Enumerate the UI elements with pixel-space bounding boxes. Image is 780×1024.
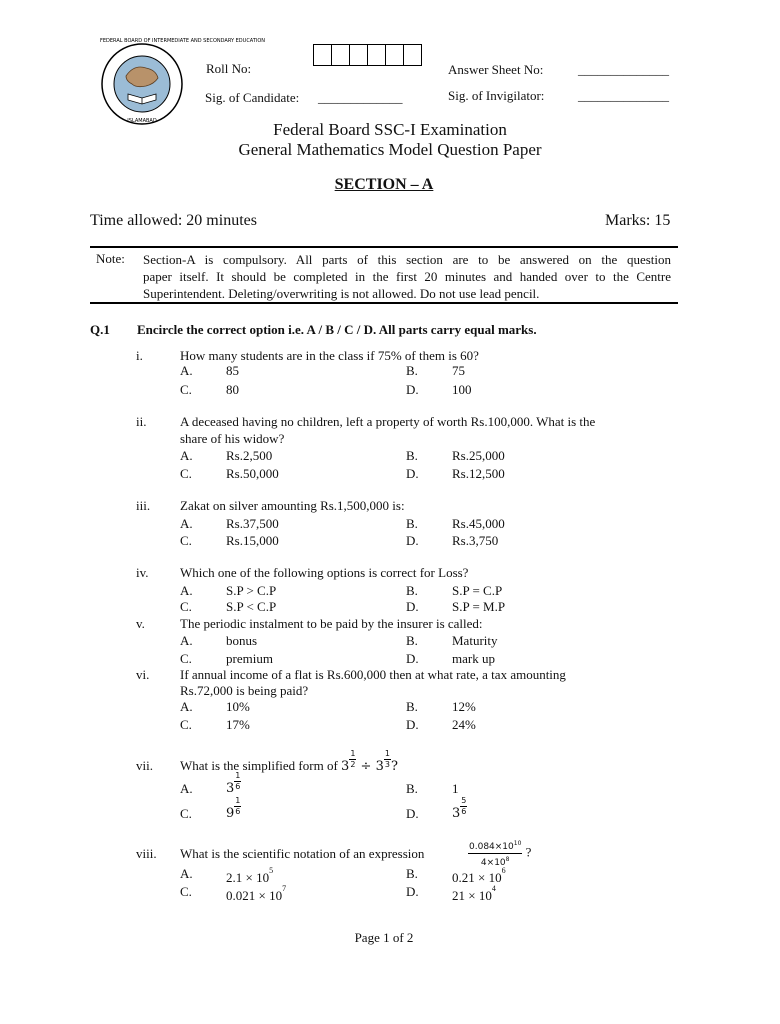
option-label[interactable]: B.	[406, 516, 418, 531]
option-mantissa: 21 × 10	[452, 888, 492, 903]
question-text: What is the scientific notation of an expression	[180, 846, 425, 861]
option-base: 9	[226, 806, 235, 821]
option-exponent: 7	[282, 884, 287, 893]
option-label[interactable]: B.	[406, 633, 418, 648]
roll-box[interactable]	[367, 44, 386, 66]
question-text	[180, 749, 398, 774]
option-value[interactable]: 80	[226, 382, 239, 397]
option-label[interactable]: B.	[406, 583, 418, 598]
expr-end: ?	[390, 759, 398, 774]
option-label[interactable]: D.	[406, 884, 419, 899]
exp-denominator: 6	[461, 807, 467, 816]
option-label[interactable]: C.	[180, 466, 192, 481]
option-exponent: 5	[269, 866, 274, 875]
option-exponent: 6	[501, 866, 506, 875]
expr-operator: ÷	[360, 759, 372, 774]
sig-invigilator-line[interactable]: ______________	[578, 88, 669, 103]
option-label[interactable]: B.	[406, 363, 418, 378]
page-number: Page 1 of 2	[354, 930, 414, 945]
marks: Marks: 15	[605, 212, 671, 229]
option-value[interactable]: 1	[452, 781, 459, 796]
option-value[interactable]	[452, 866, 506, 886]
part-number: vi.	[136, 667, 150, 682]
exp-denominator: 6	[235, 807, 241, 816]
option-exponent	[234, 771, 241, 792]
option-label[interactable]: D.	[406, 466, 419, 481]
question-text: How many students are in the class if 75% of them is 60?	[180, 348, 479, 363]
question-text: A deceased having no children, left a property of worth Rs.100,000. What is the	[180, 414, 596, 429]
option-value[interactable]: Rs.15,000	[226, 533, 279, 548]
option-label[interactable]: C.	[180, 382, 192, 397]
question-text: share of his widow?	[180, 431, 285, 446]
time-allowed: Time allowed: 20 minutes	[90, 212, 257, 229]
question-number: Q.1	[90, 322, 110, 337]
option-value[interactable]: S.P > C.P	[226, 583, 277, 598]
option-value[interactable]: mark up	[452, 651, 495, 666]
option-label[interactable]: A.	[180, 781, 193, 796]
option-label[interactable]: A.	[180, 448, 193, 463]
option-label[interactable]: A.	[180, 699, 193, 714]
option-mantissa: 0.021 × 10	[226, 888, 283, 903]
option-label[interactable]: C.	[180, 884, 192, 899]
option-value[interactable]: Rs.2,500	[226, 448, 273, 463]
option-value[interactable]	[452, 796, 467, 821]
note-line: Superintendent. Deleting/overwriting is not allowed. Do not use lead pencil.	[143, 286, 540, 301]
question-text: Zakat on silver amounting Rs.1,500,000 is:	[180, 498, 405, 513]
logo-ring-text: FEDERAL BOARD OF INTERMEDIATE AND SECONDARY EDUCATION	[100, 38, 266, 44]
expr-exponent	[384, 749, 391, 770]
expression-fraction	[468, 838, 522, 869]
note-bottom-rule	[90, 302, 678, 304]
part-number: viii.	[136, 846, 157, 861]
roll-box[interactable]	[349, 44, 368, 66]
roll-number-boxes[interactable]	[313, 44, 422, 66]
option-value[interactable]: 24%	[452, 717, 476, 732]
option-label[interactable]: D.	[406, 382, 419, 397]
section-heading: SECTION – A	[334, 176, 434, 193]
part-number: vii.	[136, 758, 153, 773]
option-value[interactable]: 100	[452, 382, 472, 397]
option-value[interactable]: Rs.25,000	[452, 448, 505, 463]
sig-candidate-label: Sig. of Candidate:	[205, 90, 300, 105]
option-label[interactable]: A.	[180, 363, 193, 378]
fraction-numerator	[468, 838, 522, 854]
option-label[interactable]: D.	[406, 806, 419, 821]
option-value[interactable]: 17%	[226, 717, 250, 732]
power-expression	[341, 749, 398, 774]
answer-sheet-line[interactable]: ______________	[578, 62, 669, 77]
paper-title: General Mathematics Model Question Paper	[238, 140, 542, 159]
option-label[interactable]: A.	[180, 633, 193, 648]
option-label[interactable]: C.	[180, 806, 192, 821]
option-value[interactable]: 12%	[452, 699, 476, 714]
option-label[interactable]: B.	[406, 866, 418, 881]
part-number: v.	[136, 616, 145, 631]
option-value[interactable]: Rs.50,000	[226, 466, 279, 481]
option-value[interactable]: S.P < C.P	[226, 599, 277, 614]
question-instruction: Encircle the correct option i.e. A / B / C / D. All parts carry equal marks.	[137, 322, 537, 337]
expr-base: 3	[375, 759, 384, 774]
option-value[interactable]: Rs.37,500	[226, 516, 279, 531]
expr-exponent	[349, 749, 356, 770]
option-value[interactable]	[452, 884, 496, 904]
denominator-exponent: 8	[505, 856, 510, 863]
question-text-part: What is the simplified form of	[180, 758, 338, 773]
roll-no-label: Roll No:	[206, 61, 252, 76]
note-label: Note:	[96, 251, 125, 266]
option-label[interactable]: B.	[406, 781, 418, 796]
logo-bottom-text: ISLAMABAD	[127, 118, 157, 124]
part-number: i.	[136, 348, 143, 363]
exp-denominator: 6	[235, 782, 241, 791]
sig-candidate-line[interactable]: _____________	[318, 90, 403, 105]
note-body	[143, 251, 671, 302]
option-base: 3	[226, 781, 235, 796]
roll-box[interactable]	[385, 44, 404, 66]
option-base: 3	[452, 806, 461, 821]
option-exponent	[234, 796, 241, 817]
option-label[interactable]: D.	[406, 717, 419, 732]
question-text: The periodic instalment to be paid by the insurer is called:	[180, 616, 483, 631]
part-number: ii.	[136, 414, 147, 429]
part-number: iii.	[136, 498, 151, 513]
option-label[interactable]: A.	[180, 516, 193, 531]
option-label[interactable]: D.	[406, 599, 419, 614]
note-line: Section-A is compulsory. All parts of this section are to be answered on the question	[143, 252, 671, 267]
option-value[interactable]: S.P = C.P	[452, 583, 503, 598]
exam-title: Federal Board SSC-I Examination	[273, 120, 507, 139]
option-mantissa: 0.21 × 10	[452, 870, 502, 885]
option-value[interactable]: bonus	[226, 633, 258, 648]
exp-denominator: 3	[384, 760, 390, 769]
option-value[interactable]	[226, 866, 273, 886]
exp-numerator: 1	[235, 796, 241, 805]
answer-sheet-label: Answer Sheet No:	[448, 62, 544, 77]
option-label[interactable]: C.	[180, 717, 192, 732]
option-value[interactable]: Rs.45,000	[452, 516, 505, 531]
option-value[interactable]: Rs.12,500	[452, 466, 505, 481]
option-label[interactable]: D.	[406, 533, 419, 548]
exp-numerator: 5	[461, 796, 467, 805]
option-label[interactable]: A.	[180, 583, 193, 598]
denominator-mantissa: 4×10	[480, 858, 506, 868]
option-value[interactable]: 10%	[226, 699, 250, 714]
option-value[interactable]	[226, 884, 286, 904]
option-label[interactable]: C.	[180, 533, 192, 548]
option-value[interactable]: Rs.3,750	[452, 533, 499, 548]
exp-denominator: 2	[350, 760, 356, 769]
roll-box[interactable]	[403, 44, 422, 66]
note-top-rule	[90, 246, 678, 248]
note-line: paper itself. It should be completed in the first 20 minutes and handed over to the Centre	[143, 269, 671, 284]
option-label[interactable]: B.	[406, 448, 418, 463]
exp-numerator: 1	[235, 771, 241, 780]
option-mantissa: 2.1 × 10	[226, 870, 270, 885]
option-label[interactable]: C.	[180, 599, 192, 614]
option-value[interactable]	[226, 796, 241, 821]
exp-numerator: 1	[384, 749, 390, 758]
part-number: iv.	[136, 565, 149, 580]
question-text: If annual income of a flat is Rs.600,000 then at what rate, a tax amounting	[180, 667, 566, 682]
fraction-expression	[468, 838, 531, 869]
numerator-mantissa: 0.084×10	[469, 842, 514, 852]
option-value[interactable]: premium	[226, 651, 273, 666]
option-exponent	[460, 796, 467, 817]
expr-base: 3	[341, 759, 350, 774]
roll-box[interactable]	[331, 44, 350, 66]
option-value[interactable]: 85	[226, 363, 239, 378]
option-label[interactable]: D.	[406, 651, 419, 666]
option-value[interactable]	[226, 771, 241, 796]
option-label[interactable]: C.	[180, 651, 192, 666]
roll-box[interactable]	[313, 44, 332, 66]
question-text: Which one of the following options is correct for Loss?	[180, 565, 469, 580]
option-value[interactable]: Maturity	[452, 633, 498, 648]
option-label[interactable]: B.	[406, 699, 418, 714]
option-label[interactable]: A.	[180, 866, 193, 881]
question-text: Rs.72,000 is being paid?	[180, 683, 309, 698]
sig-invigilator-label: Sig. of Invigilator:	[448, 88, 545, 103]
expr-end: ?	[525, 844, 532, 860]
option-value[interactable]: 75	[452, 363, 465, 378]
exp-numerator: 1	[350, 749, 356, 758]
numerator-exponent: 10	[513, 840, 522, 847]
option-exponent: 4	[491, 884, 496, 893]
option-value[interactable]: S.P = M.P	[452, 599, 506, 614]
